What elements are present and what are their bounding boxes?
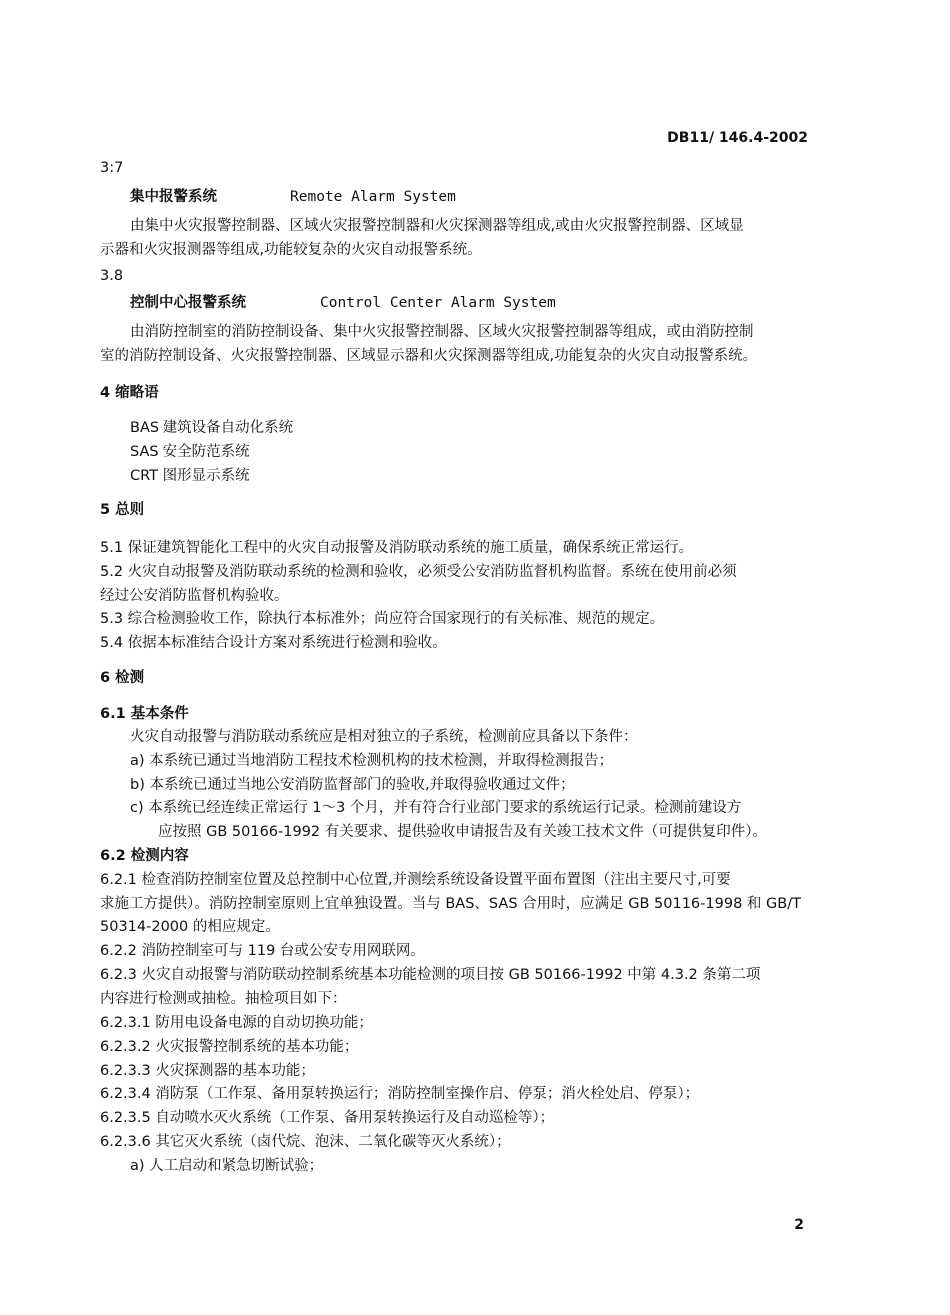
abbreviation-code: SAS xyxy=(130,444,159,460)
term-heading xyxy=(130,293,556,313)
clause-line: 火灾自动报警与消防联动系统应是相对独立的子系统，检测前应具备以下条件： xyxy=(130,729,638,745)
clause-line: 6.2.1 检查消防控制室位置及总控制中心位置,并测绘系统设备设置平面布置图（注出主要尺寸,可要 xyxy=(100,872,731,888)
abbreviation-text: 图形显示系统 xyxy=(162,468,250,484)
term-heading xyxy=(130,187,456,207)
term-chinese: 控制中心报警系统 xyxy=(130,295,246,311)
standard-number: DB11/ 146.4-2002 xyxy=(667,130,808,146)
section-heading: 6 检测 xyxy=(100,670,145,686)
subsection-heading: 6.1 基本条件 xyxy=(100,706,189,722)
clause-number: 3.8 xyxy=(100,268,124,284)
clause-line: 经过公安消防监督机构验收。 xyxy=(100,588,289,604)
list-item: c) 本系统已经连续正常运行 1～3 个月，并有符合行业部门要求的系统运行记录。检测前建设方 xyxy=(130,800,742,816)
abbreviation-row xyxy=(130,418,293,438)
term-english: Control Center Alarm System xyxy=(320,295,556,311)
clause-line: 5.2 火灾自动报警及消防联动系统的检测和验收，必须受公安消防监督机构监督。系统在使用前必须 xyxy=(100,564,737,580)
clause-line: 6.2.3.6 其它灭火系统（卤代烷、泡沫、二氧化碳等灭火系统）； xyxy=(100,1134,511,1150)
list-item-continuation: 应按照 GB 50166-1992 有关要求、提供验收申请报告及有关竣工技术文件（可提供复印件）。 xyxy=(158,824,768,840)
abbreviation-code: CRT xyxy=(130,468,159,484)
term-english: Remote Alarm System xyxy=(290,189,456,205)
clause-line: 5.4 依据本标准结合设计方案对系统进行检测和验收。 xyxy=(100,635,447,651)
term-chinese: 集中报警系统 xyxy=(130,189,217,205)
clause-line: 5.3 综合检测验收工作，除执行本标准外；尚应符合国家现行的有关标准、规范的规定。 xyxy=(100,611,665,627)
page-number: 2 xyxy=(794,1217,804,1233)
clause-line: 6.2.3 火灾自动报警与消防联动控制系统基本功能检测的项目按 GB 50166-1992 中第 4.3.2 条第二项 xyxy=(100,967,761,983)
abbreviation-text: 建筑设备自动化系统 xyxy=(162,420,294,436)
abbreviation-text: 安全防范系统 xyxy=(162,444,250,460)
list-item: a) 本系统已通过当地消防工程技术检测机构的技术检测，并取得检测报告； xyxy=(130,753,614,769)
abbreviation-row xyxy=(130,442,250,462)
clause-line: 6.2.3.1 防用电设备电源的自动切换功能； xyxy=(100,1015,373,1031)
subsection-heading: 6.2 检测内容 xyxy=(100,848,189,864)
clause-line: 求施工方提供）。消防控制室原则上宜单独设置。当与 BAS、SAS 合用时，应满足 GB 50116-1998 和 GB/T xyxy=(100,896,801,912)
clause-line: 50314-2000 的相应规定。 xyxy=(100,919,280,935)
definition-line: 室的消防控制设备、火灾报警控制器、区域显示器和火灾探测器等组成,功能复杂的火灾自动报警系统。 xyxy=(100,348,758,364)
list-item: b) 本系统已通过当地公安消防监督部门的验收,并取得验收通过文件； xyxy=(130,777,575,793)
clause-number: 3:7 xyxy=(100,160,124,176)
definition-line: 由消防控制室的消防控制设备、集中火灾报警控制器、区域火灾报警控制器等组成，或由消防控制 xyxy=(130,324,754,340)
clause-line: 6.2.2 消防控制室可与 119 台或公安专用网联网。 xyxy=(100,943,425,959)
abbreviation-code: BAS xyxy=(130,420,160,436)
definition-line: 示器和火灾报测器等组成,功能较复杂的火灾自动报警系统。 xyxy=(100,242,482,258)
section-heading: 5 总则 xyxy=(100,502,145,518)
section-heading: 4 缩略语 xyxy=(100,385,159,401)
clause-line: 6.2.3.2 火灾报警控制系统的基本功能； xyxy=(100,1039,359,1055)
definition-line: 由集中火灾报警控制器、区域火灾报警控制器和火灾探测器等组成,或由火灾报警控制器、区域显 xyxy=(130,218,744,234)
clause-line: 6.2.3.5 自动喷水灭火系统（工作泵、备用泵转换运行及自动巡检等）； xyxy=(100,1110,555,1126)
clause-line: 5.1 保证建筑智能化工程中的火灾自动报警及消防联动系统的施工质量，确保系统正常运行。 xyxy=(100,540,694,556)
clause-line: 6.2.3.3 火灾探测器的基本功能； xyxy=(100,1063,315,1079)
list-item: a) 人工启动和紧急切断试验； xyxy=(130,1158,324,1174)
abbreviation-row xyxy=(130,466,250,486)
clause-line: 内容进行检测或抽检。抽检项目如下： xyxy=(100,991,347,1007)
clause-line: 6.2.3.4 消防泵（工作泵、备用泵转换运行；消防控制室操作启、停泵；消火栓处启、停泵）； xyxy=(100,1086,700,1102)
